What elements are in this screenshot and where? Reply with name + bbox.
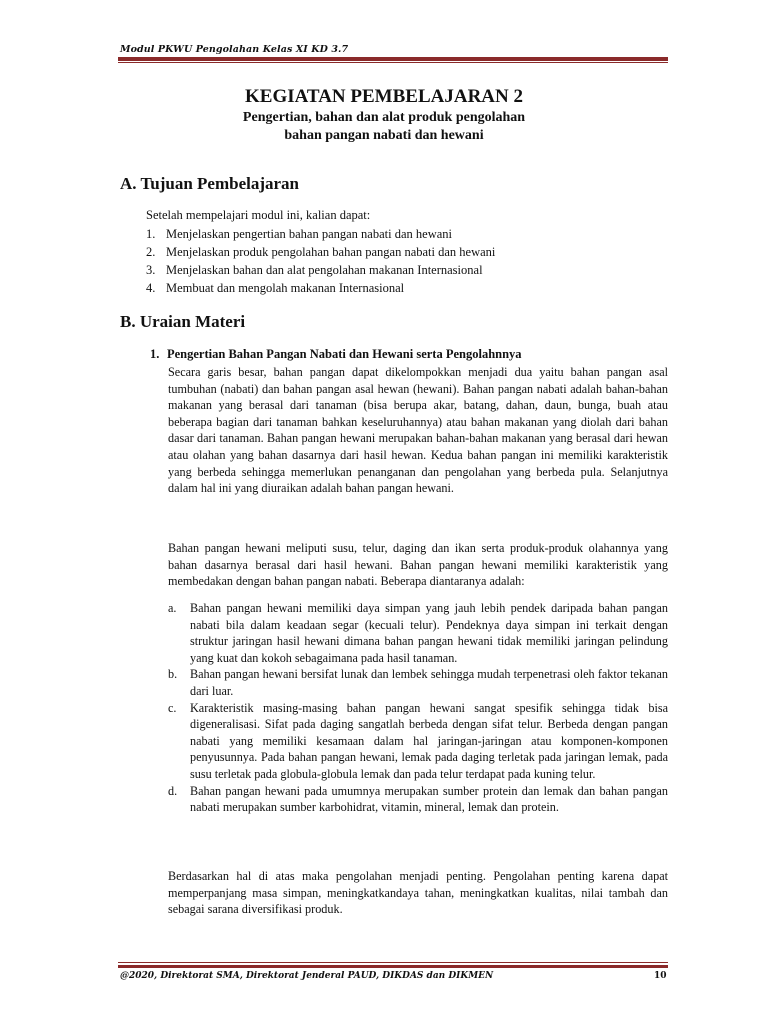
- item-number: 4.: [146, 281, 156, 295]
- item-letter: d.: [168, 783, 178, 798]
- page-number: 10: [654, 971, 667, 981]
- characteristics-list: [168, 600, 668, 816]
- item-text: Bahan pangan hewani memiliki daya simpan yang jauh lebih pendek daripada bahan pangan nabati bila dalam keadaan segar (kecuali telur). Pendeknya daya simpan ini terkait dengan struktur jaringan hasil hewani dimana bahan pangan hewani tidak memiliki jaringan pelindung yang kuat dan kokoh sebagaimana pada hasil tanaman.: [190, 601, 668, 665]
- list-item: [146, 225, 495, 243]
- item-number: 1.: [146, 227, 156, 241]
- list-item: [146, 279, 495, 297]
- item-text: Menjelaskan pengertian bahan pangan nabati dan hewani: [166, 227, 452, 241]
- page-title: KEGIATAN PEMBELAJARAN 2: [245, 86, 523, 107]
- paragraph-1: Secara garis besar, bahan pangan dapat dikelompokkan menjadi dua yaitu bahan pangan asal tumbuhan (nabati) dan bahan pangan asal hewan (hewani). Bahan pangan nabati adalah bahan-bahan makanan yang berasal dari tanaman (bisa berupa akar, batang, dahan, daun, bunga, buah atau beberapa bagian dari tanaman bahkan keseluruhannya) atau bahan makanan yang diolah dari bahan dasar dari tanaman. Bahan pangan hewani merupakan bahan-bahan makanan yang berasal dari hewan atau olahan yang bahan dasarnya dari hasil hewan. Kedua bahan pangan ini memiliki karakteristik yang berbeda sehingga memerlukan penanganan dan pengolahan yang berbeda pula. Selanjutnya dalam hal ini yang diuraikan adalah bahan pangan hewani.: [168, 365, 668, 496]
- list-item: [146, 261, 495, 279]
- section-a-heading: A. Tujuan Pembelajaran: [120, 174, 299, 193]
- footer-copyright: @2020, Direktorat SMA, Direktorat Jenderal PAUD, DIKDAS dan DIKMEN: [120, 971, 494, 981]
- item-text: Membuat dan mengolah makanan Internasional: [166, 281, 405, 295]
- item-text: Bahan pangan hewani bersifat lunak dan lembek sehingga mudah terpenetrasi oleh faktor tekanan dari luar.: [190, 667, 668, 698]
- item-letter: a.: [168, 601, 177, 615]
- header-rule: [118, 57, 668, 61]
- list-item: [168, 666, 668, 699]
- header-rule-thin: [118, 62, 668, 63]
- list-item: [168, 783, 668, 816]
- item-letter: b.: [168, 667, 178, 682]
- objectives-list: [146, 225, 495, 297]
- item-text: Menjelaskan produk pengolahan bahan pangan nabati dan hewani: [166, 245, 496, 259]
- section-b-heading: B. Uraian Materi: [120, 312, 246, 331]
- subsection-heading: [150, 347, 522, 362]
- footer-rule: [118, 965, 668, 968]
- footer-rule-thin: [118, 962, 668, 963]
- item-number: 3.: [146, 263, 156, 277]
- list-item: [168, 600, 668, 666]
- running-header: Modul PKWU Pengolahan Kelas XI KD 3.7: [120, 44, 349, 55]
- paragraph-2: Bahan pangan hewani meliputi susu, telur, daging dan ikan serta produk-produk olahannya yang bahan dasarnya berasal dari hasil hewani. Bahan pangan hewani memiliki karakteristik yang membedakan dengan bahan pangan nabati. Beberapa diantaranya adalah:: [168, 541, 668, 589]
- page-subtitle-line-2: bahan pangan nabati dan hewani: [284, 128, 484, 143]
- page-subtitle-line-1: Pengertian, bahan dan alat produk pengolahan: [242, 110, 526, 125]
- subsection-number: 1.: [150, 347, 160, 361]
- list-item: [168, 700, 668, 783]
- objectives-intro: Setelah mempelajari modul ini, kalian dapat:: [146, 208, 371, 222]
- list-item: [146, 243, 495, 261]
- item-text: Menjelaskan bahan dan alat pengolahan makanan Internasional: [166, 263, 483, 277]
- paragraph-3: Berdasarkan hal di atas maka pengolahan menjadi penting. Pengolahan penting karena dapat memperpanjang masa simpan, meningkatkandaya tahan, meningkatkan kualitas, nilai tambah dan sebagai sarana diversifikasi produk.: [168, 869, 668, 917]
- item-letter: c.: [168, 700, 177, 715]
- subsection-title: Pengertian Bahan Pangan Nabati dan Hewani serta Pengolahnnya: [167, 347, 522, 361]
- item-number: 2.: [146, 245, 156, 259]
- item-text: Bahan pangan hewani pada umumnya merupakan sumber protein dan lemak dan bahan pangan nabati merupakan sumber karbohidrat, vitamin, mineral, lemak dan protein.: [190, 783, 668, 815]
- item-text: Karakteristik masing-masing bahan pangan hewani sangat spesifik sehingga tidak bisa digeneralisasi. Sifat pada daging sangatlah berbeda dengan sifat telur. Berbeda dengan pangan nabati yang memiliki kesamaan dalam hal jaringan-jaringan atau komponen-komponen penyusunnya. Pada bahan pangan hewani, lemak pada daging terletak pada jaringan lemak, pada susu terletak pada globula-globula lemak dan pada telur terdapat pada kuning telur.: [190, 700, 668, 781]
